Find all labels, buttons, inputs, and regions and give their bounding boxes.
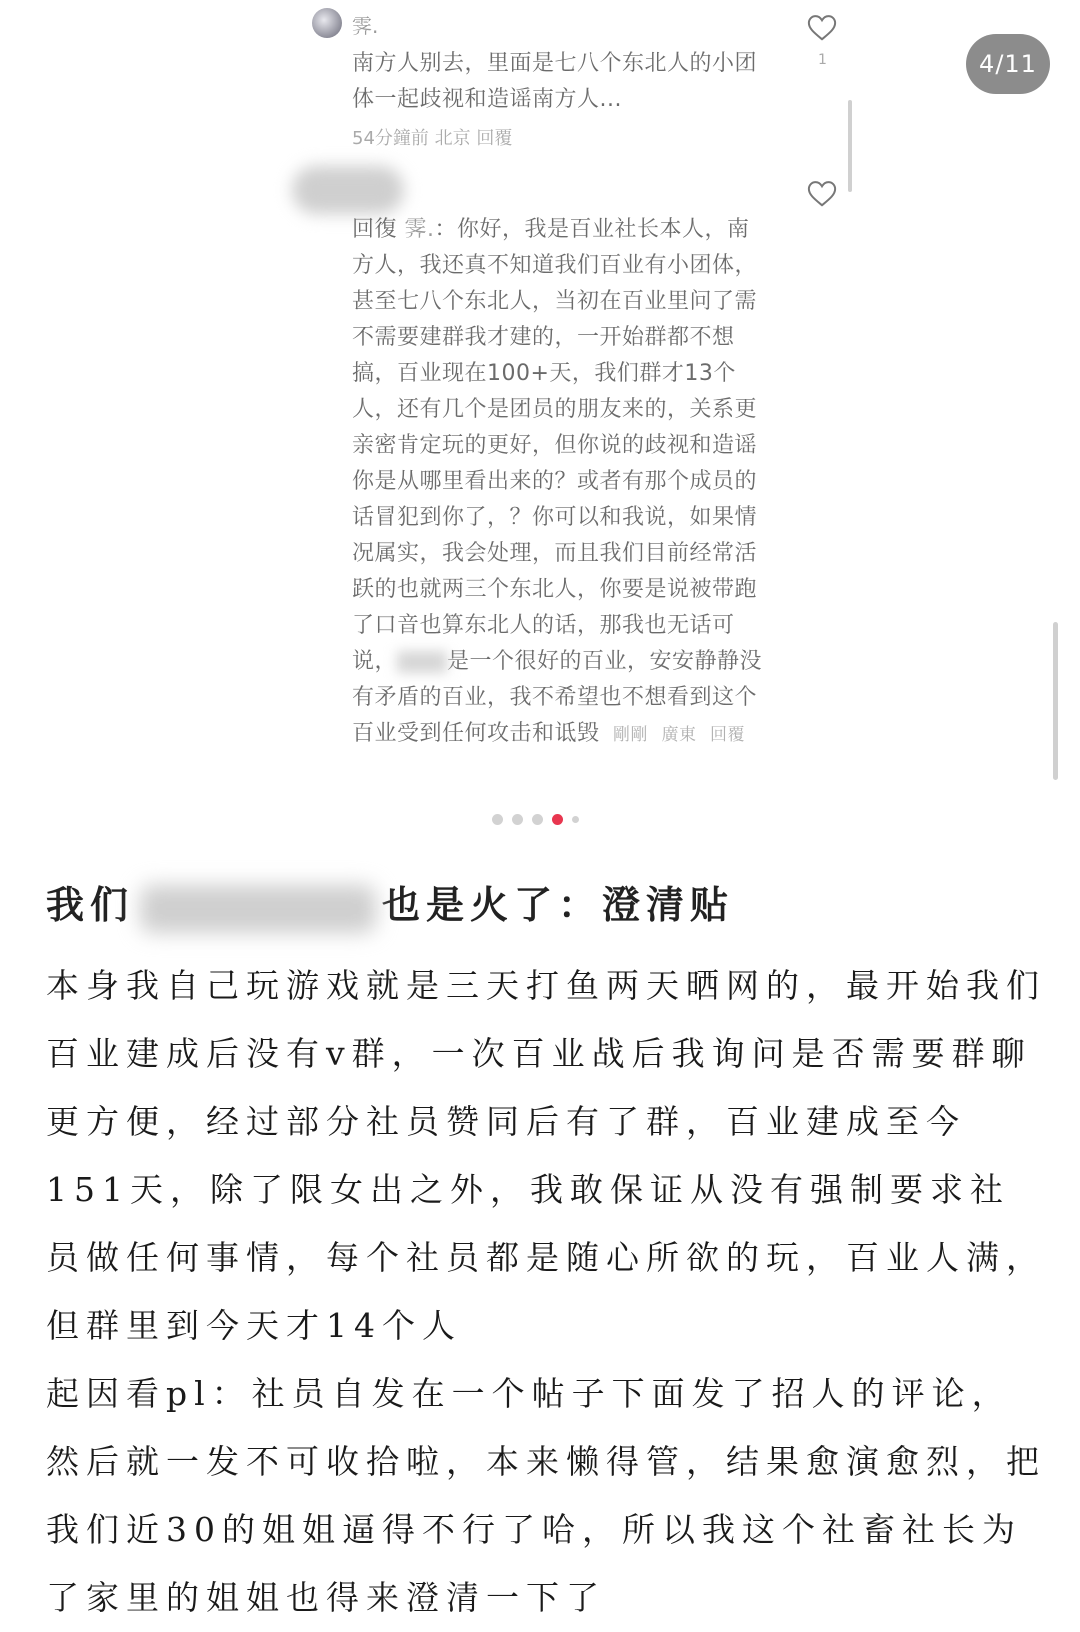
commenter-avatar[interactable] (312, 8, 342, 38)
like-heart-icon[interactable] (807, 180, 837, 208)
carousel-dot[interactable] (572, 816, 579, 823)
reply-comment-text (352, 212, 772, 753)
comment-scrollbar[interactable] (848, 100, 852, 192)
reply-prefix: 回復 (352, 217, 398, 242)
reply-text-part2: 是一个很好的百业，安安静静没有矛盾的百业，我不希望也不想看到这个百业受到任何攻击和诋毁 (352, 649, 763, 746)
like-count: 1 (818, 52, 827, 68)
post-title-suffix: 也是火了：澄清贴 (382, 882, 735, 927)
reply-location: 廣東 (661, 725, 697, 745)
carousel-dot-active[interactable] (552, 814, 563, 825)
image-page-indicator: 4/11 (966, 34, 1050, 94)
comment-location: 北京 (434, 128, 471, 149)
post-title (46, 874, 734, 933)
blurred-guild-name (140, 885, 376, 933)
carousel-dot[interactable] (532, 814, 543, 825)
page-scrollbar[interactable] (1053, 622, 1058, 780)
comment-text: 南方人别去，里面是七八个东北人的小团体一起歧视和造谣南方人... (352, 51, 758, 112)
reply-to-username[interactable]: 霁. (404, 217, 435, 242)
post-paragraph: 起因看pl：社员自发在一个帖子下面发了招人的评论，然后就一发不可收拾啦，本来懒得管，结果愈演愈烈，把我们近30的姐姐逼得不行了哈，所以我这个社畜社长为了家里的姐姐也得来澄清一下了 (46, 1374, 1046, 1617)
comment-time: 54分鐘前 (352, 128, 429, 149)
reply-button[interactable]: 回覆 (476, 128, 513, 149)
reply-text-part1: ：你好，我是百业社长本人，南方人，我还真不知道我们百业有小团体，甚至七八个东北人，当初在百业里问了需不需要建群我才建的，一开始群都不想搞，百业现在100+天，我们群才13个人，还有几个是团员的朋友来的，关系更亲密肯定玩的更好，但你说的歧视和造谣你是从哪里看出来的？或者有那个成员的话冒犯到你了，？你可以和我说，如果情况属实，我会处理，而且我们目前经常活跃的也就两三个东北人，你要是说被带跑了口音也算东北人的话，那我也无话可说， (352, 217, 758, 674)
replier-avatar-blurred[interactable] (292, 166, 404, 214)
post-body (46, 952, 1046, 1632)
post-title-prefix: 我们 (46, 882, 135, 927)
carousel-dot[interactable] (492, 814, 503, 825)
reply-time: 剛剛 (613, 725, 649, 745)
comment-meta (352, 124, 512, 150)
carousel-dot[interactable] (512, 814, 523, 825)
blurred-guild-name (397, 651, 447, 673)
post-paragraph: 本身我自己玩游戏就是三天打鱼两天晒网的，最开始我们百业建成后没有v群，一次百业战后我询问是否需要群聊更方便，经过部分社员赞同后有了群，百业建成至今151天，除了限女出之外，我敢保证从没有强制要求社员做任何事情，每个社员都是随心所欲的玩，百业人满，但群里到今天才14个人 (46, 966, 1046, 1345)
reply-button[interactable]: 回覆 (710, 725, 746, 745)
like-heart-icon[interactable] (807, 14, 837, 42)
carousel-dots (492, 814, 579, 825)
commenter-username[interactable]: 霁. (352, 14, 379, 38)
